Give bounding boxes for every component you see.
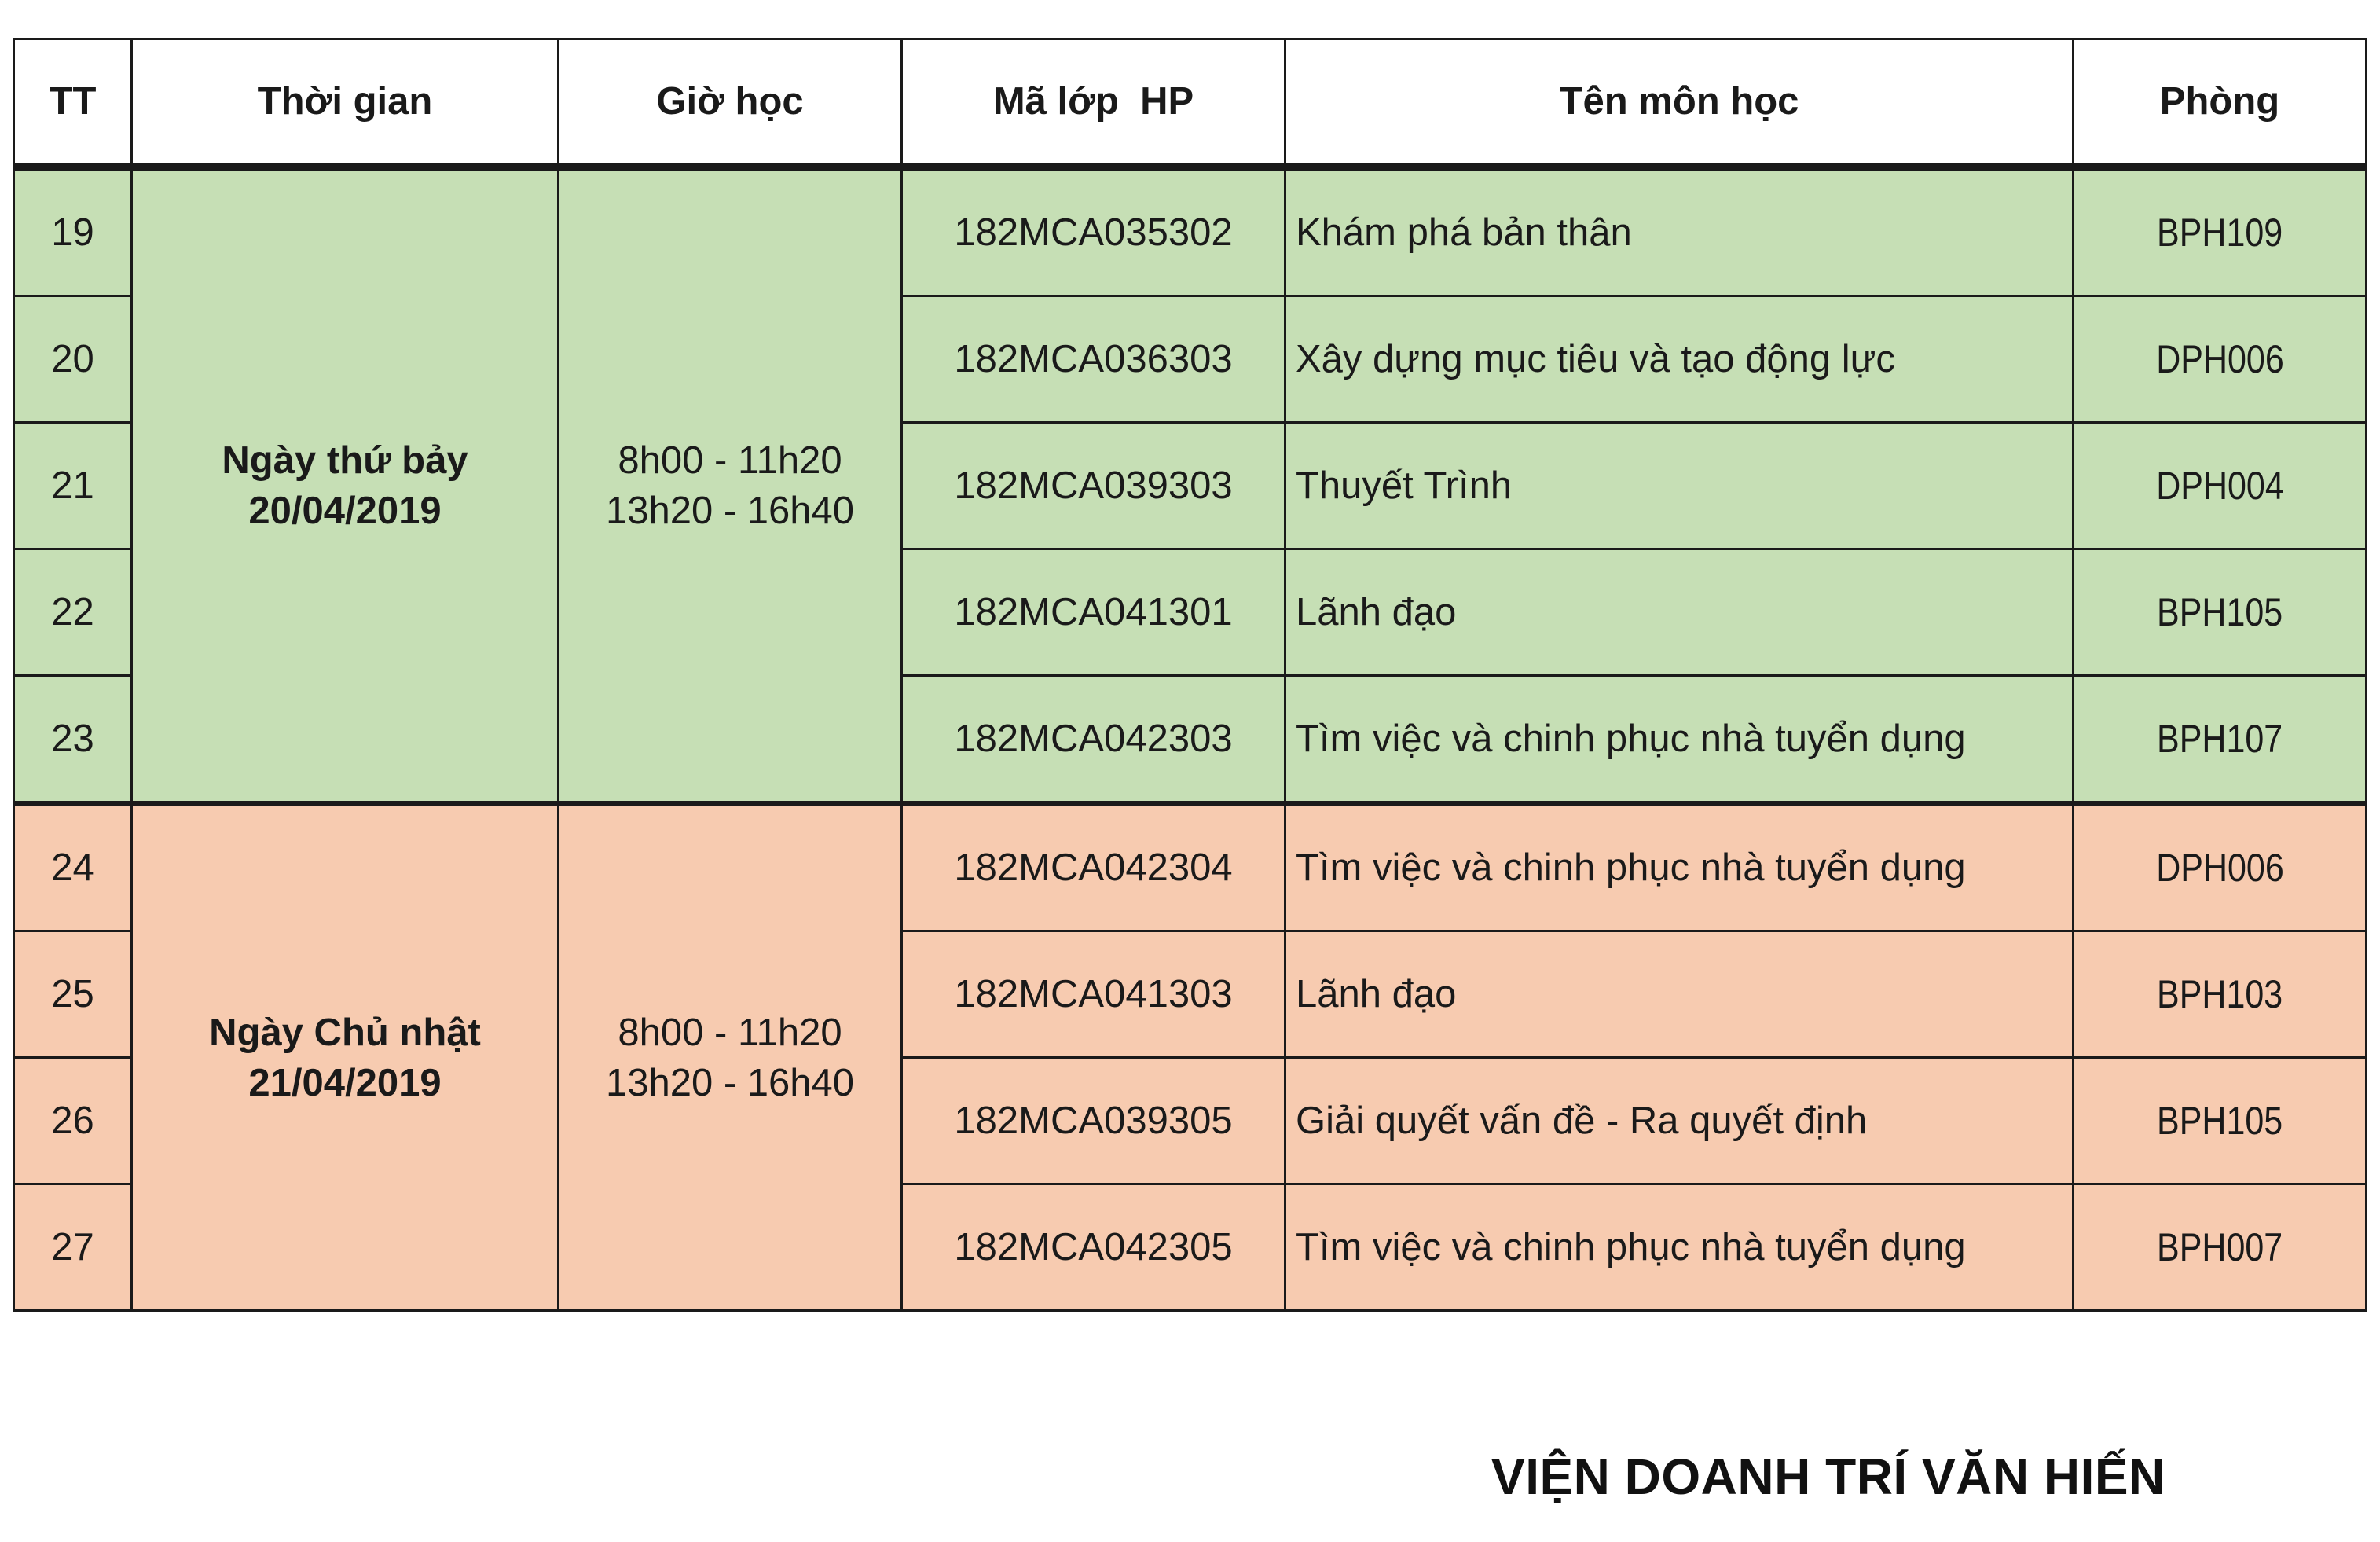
- time-cell: [559, 167, 902, 803]
- class-code: 182MCA039305: [902, 1058, 1285, 1184]
- room: DPH004: [2155, 464, 2284, 508]
- room: BPH105: [2156, 1099, 2283, 1143]
- class-code: 182MCA039303: [902, 423, 1285, 549]
- row-number: 19: [14, 167, 132, 296]
- subject-name: Tìm việc và chinh phục nhà tuyển dụng: [1285, 803, 2074, 931]
- room-cell: [2074, 803, 2367, 931]
- row-number: 21: [14, 423, 132, 549]
- room: DPH006: [2155, 846, 2284, 890]
- subject-name: Tìm việc và chinh phục nhà tuyển dụng: [1285, 676, 2074, 804]
- time-afternoon: 13h20 - 16h40: [605, 1061, 855, 1104]
- subject-name: Khám phá bản thân: [1285, 167, 2074, 296]
- row-number: 23: [14, 676, 132, 804]
- row-number: 25: [14, 931, 132, 1058]
- room-cell: [2074, 423, 2367, 549]
- room-cell: [2074, 549, 2367, 676]
- room: BPH109: [2156, 211, 2283, 255]
- row-number: 20: [14, 296, 132, 423]
- subject-name: Giải quyết vấn đề - Ra quyết định: [1285, 1058, 2074, 1184]
- room-cell: [2074, 1058, 2367, 1184]
- header-tt: TT: [14, 39, 132, 167]
- header-row: [14, 39, 2367, 167]
- room-cell: [2074, 167, 2367, 296]
- room-cell: [2074, 931, 2367, 1058]
- class-code: 182MCA041301: [902, 549, 1285, 676]
- class-code: 182MCA042305: [902, 1184, 1285, 1311]
- room-cell: [2074, 676, 2367, 804]
- header-ma-lop: Mã lớp HP: [902, 39, 1285, 167]
- institute-name: VIỆN DOANH TRÍ VĂN HIẾN: [1491, 1448, 2165, 1505]
- day-name: Ngày Chủ nhật: [209, 1011, 481, 1054]
- header-ten-mon: Tên môn học: [1285, 39, 2074, 167]
- row-number: 24: [14, 803, 132, 931]
- day-cell: [132, 803, 559, 1311]
- room: BPH107: [2156, 717, 2283, 761]
- class-code: 182MCA042304: [902, 803, 1285, 931]
- day-cell: [132, 167, 559, 803]
- class-code: 182MCA035302: [902, 167, 1285, 296]
- subject-name: Tìm việc và chinh phục nhà tuyển dụng: [1285, 1184, 2074, 1311]
- row-number: 22: [14, 549, 132, 676]
- time-morning: 8h00 - 11h20: [618, 439, 842, 482]
- room-cell: [2074, 1184, 2367, 1311]
- room: BPH103: [2156, 972, 2283, 1016]
- room: DPH006: [2155, 337, 2284, 381]
- header-gio-hoc: Giờ học: [559, 39, 902, 167]
- table-row: [14, 167, 2367, 296]
- sunday-group: [14, 803, 2367, 1311]
- time-morning: 8h00 - 11h20: [618, 1011, 842, 1054]
- class-code: 182MCA036303: [902, 296, 1285, 423]
- day-name: Ngày thứ bảy: [222, 439, 468, 482]
- room: BPH105: [2156, 590, 2283, 634]
- subject-name: Lãnh đạo: [1285, 931, 2074, 1058]
- time-afternoon: 13h20 - 16h40: [605, 490, 855, 532]
- time-cell: [559, 803, 902, 1311]
- subject-name: Xây dựng mục tiêu và tạo động lực: [1285, 296, 2074, 423]
- header-thoi-gian: Thời gian: [132, 39, 559, 167]
- room-cell: [2074, 296, 2367, 423]
- header-phong: Phòng: [2074, 39, 2367, 167]
- row-number: 26: [14, 1058, 132, 1184]
- class-code: 182MCA042303: [902, 676, 1285, 804]
- day-date: 21/04/2019: [248, 1061, 442, 1104]
- subject-name: Thuyết Trình: [1285, 423, 2074, 549]
- table-row: [14, 803, 2367, 931]
- saturday-group: [14, 167, 2367, 803]
- room: BPH007: [2156, 1225, 2283, 1269]
- table-header: [14, 39, 2367, 167]
- class-code: 182MCA041303: [902, 931, 1285, 1058]
- subject-name: Lãnh đạo: [1285, 549, 2074, 676]
- row-number: 27: [14, 1184, 132, 1311]
- day-date: 20/04/2019: [248, 490, 442, 532]
- schedule-table: [13, 38, 2367, 1312]
